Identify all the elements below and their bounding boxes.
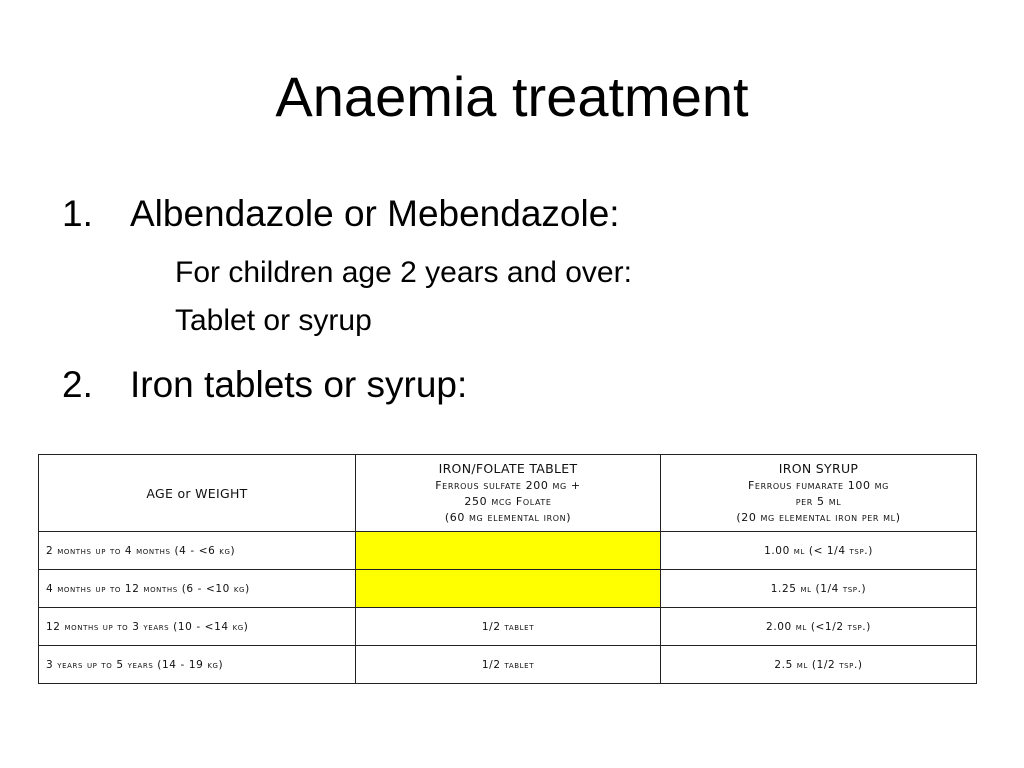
header-tablet-line: Ferrous sulfate 200 mg +	[435, 478, 581, 492]
header-syrup-line: Ferrous fumarate 100 mg	[748, 478, 889, 492]
tablet-cell-highlighted	[356, 532, 661, 570]
table-row	[39, 532, 977, 570]
table-row	[39, 608, 977, 646]
sub-line-form: Tablet or syrup	[175, 304, 372, 337]
header-age: AGE or WEIGHT	[39, 455, 356, 532]
header-syrup-line: per 5 ml	[795, 494, 842, 508]
syrup-cell: 1.25 ml (1/4 tsp.)	[661, 570, 977, 608]
table-row	[39, 646, 977, 684]
syrup-cell: 2.00 ml (<1/2 tsp.)	[661, 608, 977, 646]
tablet-cell: 1/2 tablet	[356, 608, 661, 646]
slide-title: Anaemia treatment	[275, 65, 749, 128]
syrup-cell: 1.00 ml (< 1/4 tsp.)	[661, 532, 977, 570]
header-tablet	[356, 455, 661, 532]
header-syrup-line: (20 mg elemental iron per ml)	[736, 510, 901, 524]
list-label: Albendazole or Mebendazole:	[130, 193, 620, 234]
sub-line-age: For children age 2 years and over:	[175, 256, 632, 289]
header-syrup	[661, 455, 977, 532]
header-tablet-line: 250 mcg Folate	[464, 494, 552, 508]
age-cell: 3 years up to 5 years (14 - 19 kg)	[39, 646, 356, 684]
list-label: Iron tablets or syrup:	[130, 364, 468, 405]
header-tablet-line: (60 mg elemental iron)	[444, 510, 572, 524]
header-syrup-title: IRON SYRUP	[778, 460, 859, 476]
age-cell: 12 months up to 3 years (10 - <14 kg)	[39, 608, 356, 646]
list-number: 2.	[62, 364, 93, 405]
age-cell: 4 months up to 12 months (6 - <10 kg)	[39, 570, 356, 608]
list-number: 1.	[62, 193, 93, 234]
header-tablet-title: IRON/FOLATE TABLET	[438, 460, 578, 476]
syrup-cell: 2.5 ml (1/2 tsp.)	[661, 646, 977, 684]
table-header-row	[39, 455, 977, 532]
dosage-table	[38, 454, 977, 684]
age-cell: 2 months up to 4 months (4 - <6 kg)	[39, 532, 356, 570]
tablet-cell: 1/2 tablet	[356, 646, 661, 684]
table-row	[39, 570, 977, 608]
tablet-cell-highlighted	[356, 570, 661, 608]
